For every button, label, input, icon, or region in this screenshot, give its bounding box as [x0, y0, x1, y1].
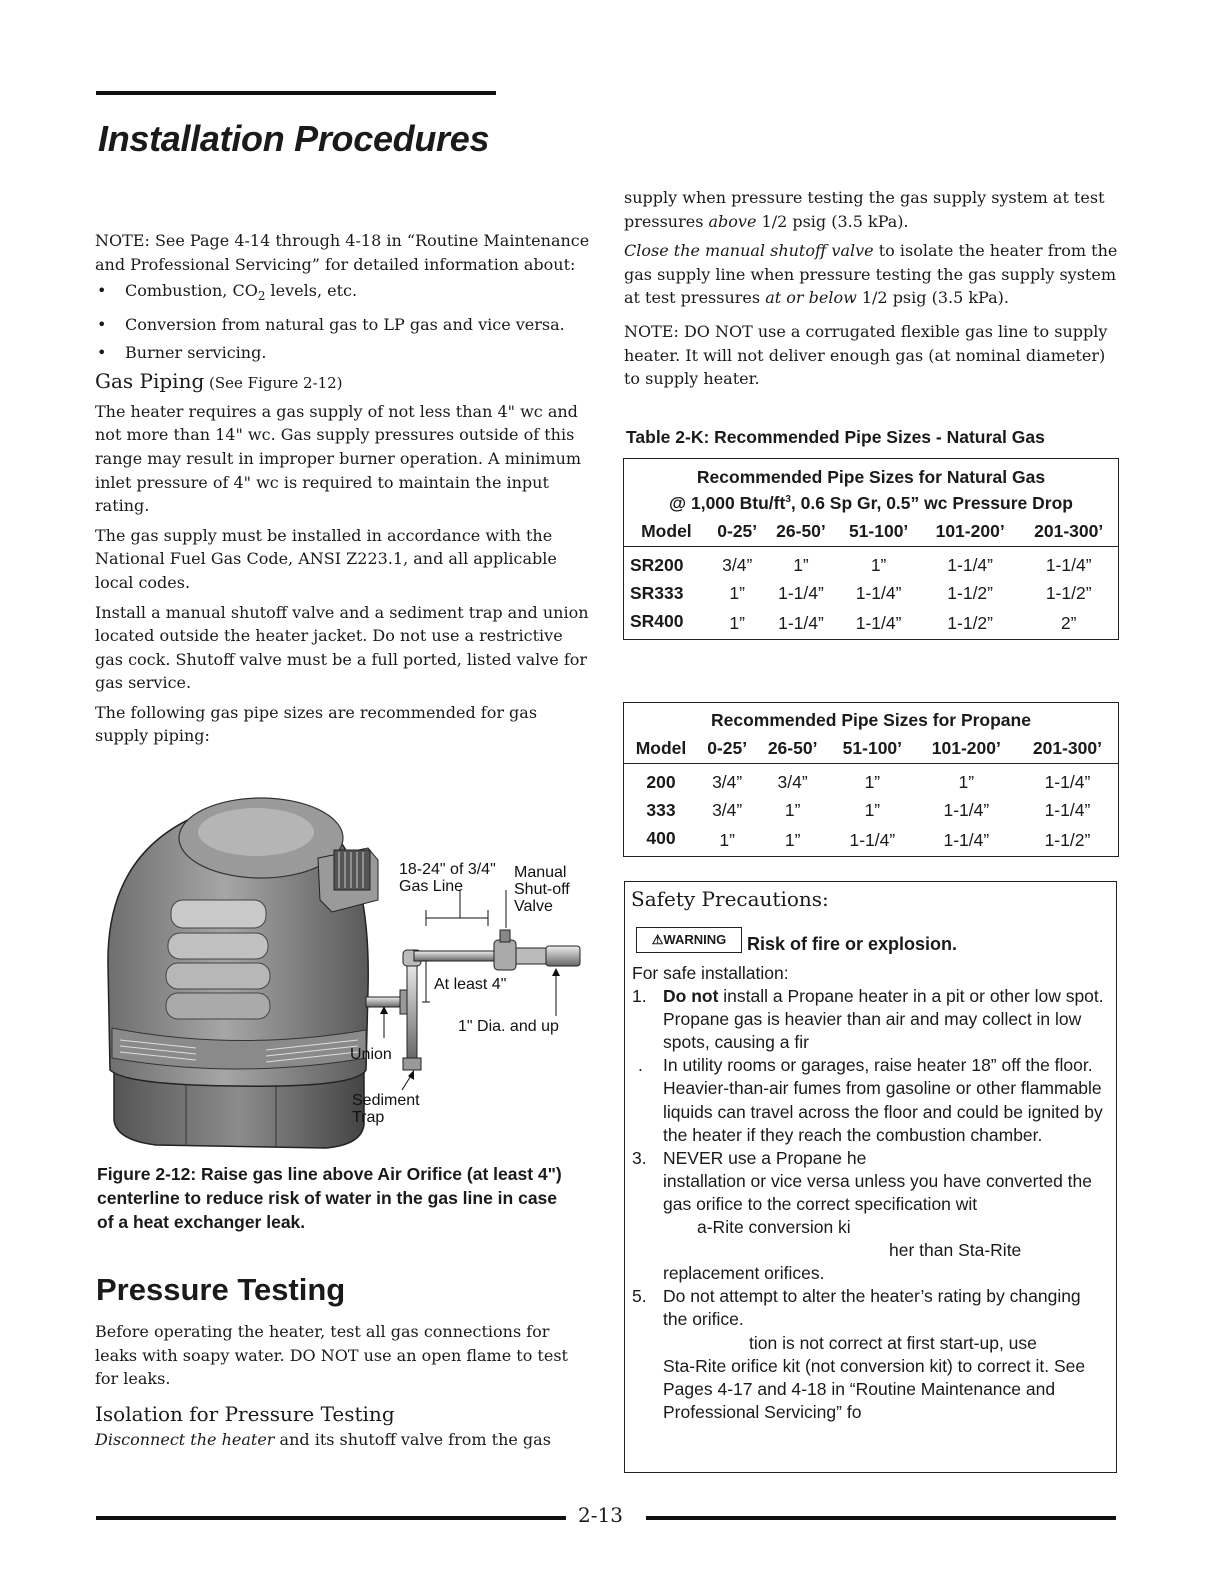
- table-row: 333 3/4” 1” 1” 1-1/4” 1-1/4”: [646, 799, 1091, 820]
- list-item: 5. Do not attempt to alter the heater’s rating by changing the orifice.: [632, 1286, 1081, 1330]
- table-title: Recommended Pipe Sizes for Natural Gas: [696, 466, 1046, 487]
- label-gas-line: 18-24" of 3/4" Gas Line: [399, 861, 496, 895]
- isolation-continued: [624, 186, 1124, 397]
- safety-intro: For safe installation:: [632, 963, 789, 983]
- column-header: 0-25’: [709, 516, 766, 547]
- list-item: • Burner servicing.: [95, 341, 595, 365]
- paragraph: The following gas pipe sizes are recommended for gas supply piping:: [95, 702, 538, 746]
- natural-gas-table: [623, 458, 1119, 640]
- table-subtitle: @ 1,000 Btu/$ft^3$, 0.6 Sp Gr, 0.5” wc Pressure Drop: [669, 492, 1073, 513]
- list-item: • Combustion, $CO_2$ levels, etc.: [95, 279, 595, 309]
- isolation-heading: Isolation for Pressure Testing: [95, 1401, 395, 1426]
- safety-title: Safety Precautions:: [631, 887, 829, 911]
- label-sediment-trap: Sediment Trap: [352, 1092, 420, 1126]
- top-rule: [96, 91, 496, 95]
- gas-piping-heading: Gas Piping (See Figure 2-12): [95, 369, 343, 394]
- propane-grid: [624, 703, 1118, 856]
- list-item: 3. NEVER use a Propane he installation or vice versa unless you have converted the gas orifice to the correct specification wit a-Rite conversion ki: [632, 1147, 1092, 1238]
- column-header: 0-25’: [698, 733, 756, 764]
- heater-illustration: [96, 790, 586, 1155]
- column-header: Model: [624, 516, 709, 547]
- note-text: See Page 4-14 through 4-18 in “Routine Maintenance and Professional Servicing” for detailed information about:: [95, 231, 590, 274]
- paragraph: supply when pressure testing the gas supply system at test pressures above 1/2 psig (3.5 kPa).: [624, 188, 1105, 231]
- paragraph: NOTE: DO NOT use a corrugated flexible gas line to supply heater. It will not deliver enough gas (at nominal diameter) to supply heater.: [624, 321, 1108, 389]
- column-header: 201-300’: [1019, 516, 1118, 547]
- paragraph: Disconnect the heater and its shutoff valve from the gas: [95, 1430, 551, 1450]
- safety-list: [632, 962, 1108, 1424]
- warning-triangle-icon: ⚠: [651, 932, 664, 947]
- paragraph: Before operating the heater, test all gas connections for leaks with soapy water. DO NOT use an open flame to test for leaks.: [95, 1322, 568, 1389]
- list-item: • Conversion from natural gas to LP gas and vice versa.: [95, 313, 595, 337]
- footer-rule-right: [646, 1516, 1116, 1520]
- page-title: Installation Procedures: [98, 118, 490, 159]
- footer-rule-left: [96, 1516, 566, 1520]
- note-block: [95, 229, 595, 754]
- label-shutoff-valve: Manual Shut-off Valve: [514, 864, 570, 915]
- table-row: SR333 1” 1-1/4” 1-1/4” 1-1/2” 1-1/2”: [630, 582, 1092, 603]
- heater-figure: [96, 790, 586, 1155]
- list-item: 1. Do not install a Propane heater in a pit or other low spot. Propane gas is heavier than air and may collect in low spots, causing a fir: [632, 986, 1104, 1053]
- column-header: Model: [624, 733, 698, 764]
- natural-gas-grid: [624, 459, 1118, 639]
- list-item: . In utility rooms or garages, raise heater 18” off the floor. Heavier-than-air fumes from gasoline or other flammable liquids can travel across the floor and could be ignited by the heater if they reach the combustion chamber.: [638, 1055, 1103, 1145]
- column-header: 101-200’: [916, 733, 1017, 764]
- column-header: 26-50’: [766, 516, 837, 547]
- safety-precautions-box: [624, 881, 1117, 1473]
- table-row: 200 3/4” 3/4” 1” 1” 1-1/4”: [646, 771, 1091, 792]
- column-header: 26-50’: [756, 733, 829, 764]
- label-at-least: At least 4": [434, 976, 507, 993]
- label-diameter: 1" Dia. and up: [458, 1018, 559, 1035]
- page-number: 2-13: [578, 1503, 623, 1527]
- note-label: NOTE:: [95, 231, 150, 250]
- figure-caption: Figure 2-12: Raise gas line above Air Orifice (at least 4") centerline to reduce risk of water in the gas line in case of a heat exchanger leak.: [97, 1164, 562, 1232]
- table-row: SR200 3/4” 1” 1” 1-1/4” 1-1/4”: [630, 554, 1092, 575]
- warning-text: Risk of fire or explosion.: [747, 934, 958, 954]
- table-caption: Table 2-K: Recommended Pipe Sizes - Natural Gas: [626, 427, 1045, 447]
- paragraph: Install a manual shutoff valve and a sediment trap and union located outside the heater jacket. Do not use a restrictive gas cock. Shutoff valve must be a full ported, listed valve for gas service.: [95, 602, 589, 693]
- column-header: 101-200’: [921, 516, 1019, 547]
- column-header: 51-100’: [829, 733, 916, 764]
- propane-table: [623, 702, 1119, 857]
- table-title: Recommended Pipe Sizes for Propane: [711, 709, 1031, 730]
- table-row: SR400 1” 1-1/4” 1-1/4” 1-1/2” 2”: [630, 610, 1077, 633]
- column-header: 201-300’: [1017, 733, 1118, 764]
- pressure-testing-text: [95, 1320, 595, 1458]
- list-item: tion is not correct at first start-up, use Sta-Rite orifice kit (not conversion kit) to correct it. See Pages 4-17 and 4-18 in “Routine Maintenance and Professional Servicing” fo: [663, 1332, 1086, 1422]
- table-row: 400 1” 1” 1-1/4” 1-1/4” 1-1/2”: [646, 827, 1091, 850]
- note-bullet-list: [95, 279, 595, 364]
- list-item: her than Sta-Rite replacement orifices.: [663, 1240, 1022, 1284]
- warning-badge: ⚠WARNING: [636, 927, 742, 953]
- label-union: Union: [350, 1046, 392, 1063]
- pressure-testing-heading: Pressure Testing: [96, 1272, 346, 1307]
- paragraph: The gas supply must be installed in accordance with the National Fuel Gas Code, ANSI Z223.1, and all applicable local codes.: [95, 525, 557, 592]
- column-header: 51-100’: [836, 516, 921, 547]
- paragraph: The heater requires a gas supply of not less than 4" wc and not more than 14" wc. Gas supply pressures outside of this range may result in improper burner operation. A minimum inlet pressure of 4" wc is required to maintain the input rating.: [95, 401, 582, 516]
- paragraph: Close the manual shutoff valve to isolate the heater from the gas supply line when pressure testing the gas supply system at test pressures at or below 1/2 psig (3.5 kPa).: [624, 241, 1118, 308]
